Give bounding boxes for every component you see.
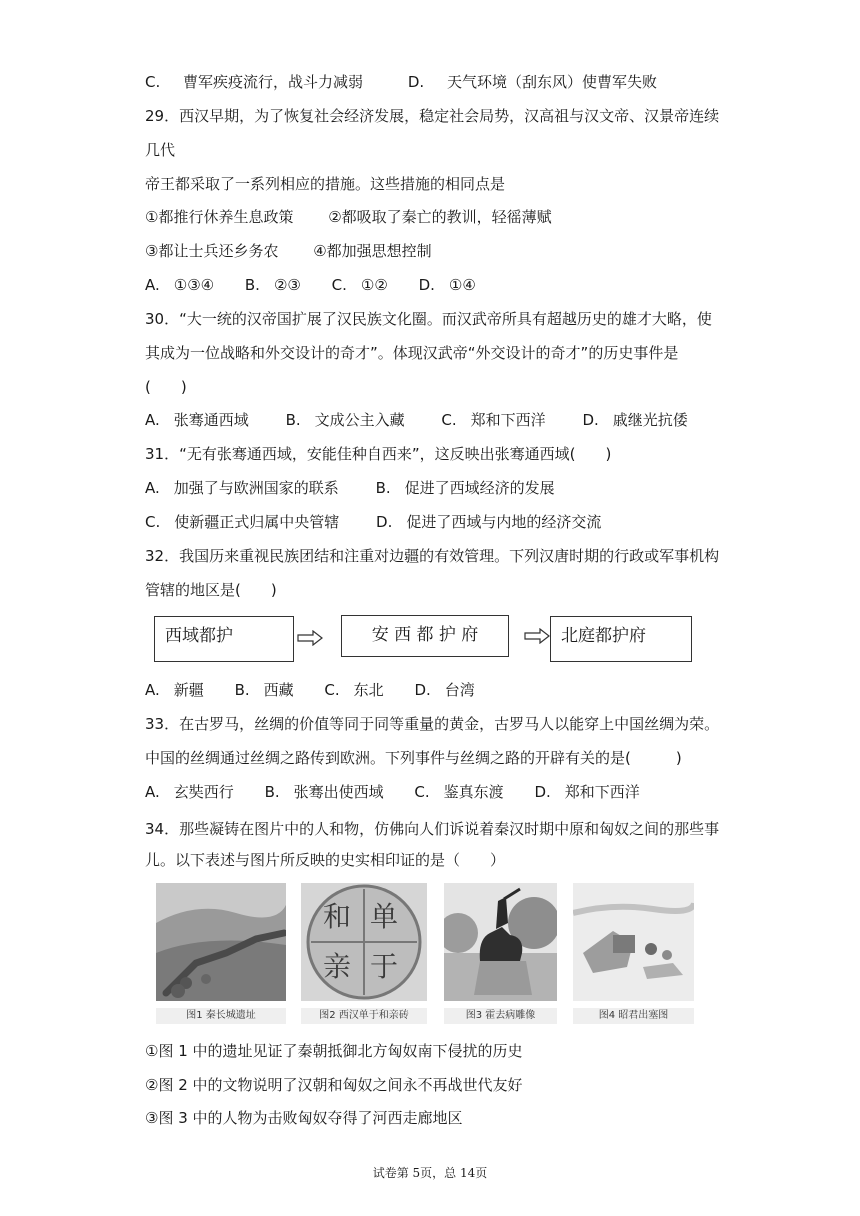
option-a[interactable]: A. 张骞通西域 — [145, 411, 249, 429]
q29-stem-line1: 29．西汉早期，为了恢复社会经济发展，稳定社会局势，汉高祖与汉文帝、汉景帝连续 — [145, 107, 720, 125]
option-letter: D. — [407, 73, 425, 91]
flow-box-anxi-duhufu: 安 西 都 护 府 — [341, 615, 509, 657]
option-a[interactable]: A. ①③④ — [145, 276, 215, 294]
q31-stem-line1: 31．“无有张骞通西域，安能佳种自西来”，这反映出张骞通西域( ) — [145, 445, 612, 463]
q30-stem-line1: 30．“大一统的汉帝国扩展了汉民族文化圈。而汉武帝所具有超越历史的雄才大略，使 — [145, 310, 712, 328]
q30-stem-line3: ( ) — [145, 378, 187, 396]
option-b[interactable]: B. 促进了西域经济的发展 — [375, 479, 555, 497]
page-footer: 试卷第 5页，总 14页 — [372, 1166, 488, 1180]
arrow-right-icon — [524, 628, 550, 644]
option-letter: C. — [145, 73, 161, 91]
option-b[interactable]: B. ②③ — [244, 276, 301, 294]
tile-char: 亲 — [323, 950, 352, 983]
option-c[interactable]: C. 东北 — [324, 681, 384, 699]
caption-figure-2: 图2 西汉单于和亲砖 — [301, 1008, 427, 1024]
option-text: 天气环境（刮东风）使曹军失败 — [446, 73, 657, 91]
option-c[interactable]: C. ①② — [331, 276, 388, 294]
q32-options — [145, 679, 501, 701]
flow-box-beiting-duhufu: 北庭都护府 — [550, 616, 692, 662]
option-b[interactable]: B. 张骞出使西域 — [264, 783, 384, 801]
option-b[interactable]: B. 文成公主入藏 — [285, 411, 405, 429]
q34-statement-1: ①图 1 中的遗址见证了秦朝抵御北方匈奴南下侵扰的历史 — [145, 1042, 523, 1060]
option-a[interactable]: A. 加强了与欧洲国家的联系 — [145, 479, 339, 497]
tile-char: 单 — [370, 900, 399, 933]
q31-options-cd — [145, 511, 601, 533]
option-a[interactable]: A. 新疆 — [145, 681, 204, 699]
q28-options-cd — [145, 71, 657, 93]
option-c[interactable]: C. 鉴真东渡 — [414, 783, 504, 801]
option-d[interactable]: D. 戚继光抗倭 — [582, 411, 688, 429]
tile-char: 和 — [323, 900, 352, 933]
q29-options — [145, 274, 502, 296]
option-d[interactable]: D. 台湾 — [414, 681, 475, 699]
flow-box-xiyu-duhu: 西域都护 — [154, 616, 294, 662]
option-b[interactable]: B. 西藏 — [234, 681, 294, 699]
caption-figure-3: 图3 霍去病雕像 — [444, 1008, 557, 1024]
statement: ③都让士兵还乡务农 — [145, 242, 279, 260]
q33-stem-line1: 33．在古罗马，丝绸的价值等同于同等重量的黄金，古罗马人以能穿上中国丝绸为荣。 — [145, 715, 720, 733]
picture-painting — [573, 883, 694, 1001]
option-d[interactable]: D. 郑和下西洋 — [534, 783, 640, 801]
statement: ①都推行休养生息政策 — [145, 208, 294, 226]
q33-stem-line2: 中国的丝绸通过丝绸之路传到欧洲。下列事件与丝绸之路的开辟有关的是( ) — [145, 749, 682, 767]
q29-statements-12 — [145, 206, 552, 228]
q34-stem-line1: 34．那些凝铸在图片中的人和物，仿佛向人们诉说着秦汉时期中原和匈奴之间的那些事 — [145, 820, 720, 838]
q31-options-ab — [145, 477, 555, 499]
q32-stem-line2: 管辖的地区是( ) — [145, 581, 277, 599]
picture-heqin-tile — [301, 883, 427, 1001]
tile-char: 于 — [370, 950, 399, 983]
q30-stem-line2: 其成为一位战略和外交设计的奇才”。体现汉武帝“外交设计的奇才”的历史事件是 — [145, 344, 679, 362]
option-a[interactable]: A. 玄奘西行 — [145, 783, 234, 801]
q34-statement-3: ③图 3 中的人物为击败匈奴夺得了河西走廊地区 — [145, 1109, 463, 1127]
option-d[interactable]: D. 促进了西域与内地的经济交流 — [376, 513, 602, 531]
caption-figure-4: 图4 昭君出塞图 — [573, 1008, 694, 1024]
option-c[interactable]: C. 使新疆正式归属中央管辖 — [145, 513, 340, 531]
q34-statement-2: ②图 2 中的文物说明了汉朝和匈奴之间永不再战世代友好 — [145, 1076, 523, 1094]
q33-options — [145, 781, 666, 803]
option-text: 曹军疾疫流行，战斗力减弱 — [183, 73, 364, 91]
q34-stem-line2: 儿。以下表述与图片所反映的史实相印证的是（ ） — [145, 851, 506, 869]
arrow-right-icon — [297, 630, 323, 646]
option-d[interactable]: D. ①④ — [418, 276, 476, 294]
statement: ②都吸取了秦亡的教训，轻徭薄赋 — [328, 208, 552, 226]
picture-statue — [444, 883, 557, 1001]
option-c[interactable]: C. 郑和下西洋 — [441, 411, 546, 429]
statement: ④都加强思想控制 — [313, 242, 432, 260]
q30-options — [145, 409, 720, 431]
caption-figure-1: 图1 秦长城遗址 — [156, 1008, 286, 1024]
q29-statements-34 — [145, 240, 432, 262]
q32-stem-line1: 32．我国历来重视民族团结和注重对边疆的有效管理。下列汉唐时期的行政或军事机构 — [145, 547, 720, 565]
q29-stem-line2: 几代 — [145, 141, 176, 159]
q29-stem-line3: 帝王都采取了一系列相应的措施。这些措施的相同点是 — [145, 175, 506, 193]
picture-great-wall-ruins — [156, 883, 286, 1001]
